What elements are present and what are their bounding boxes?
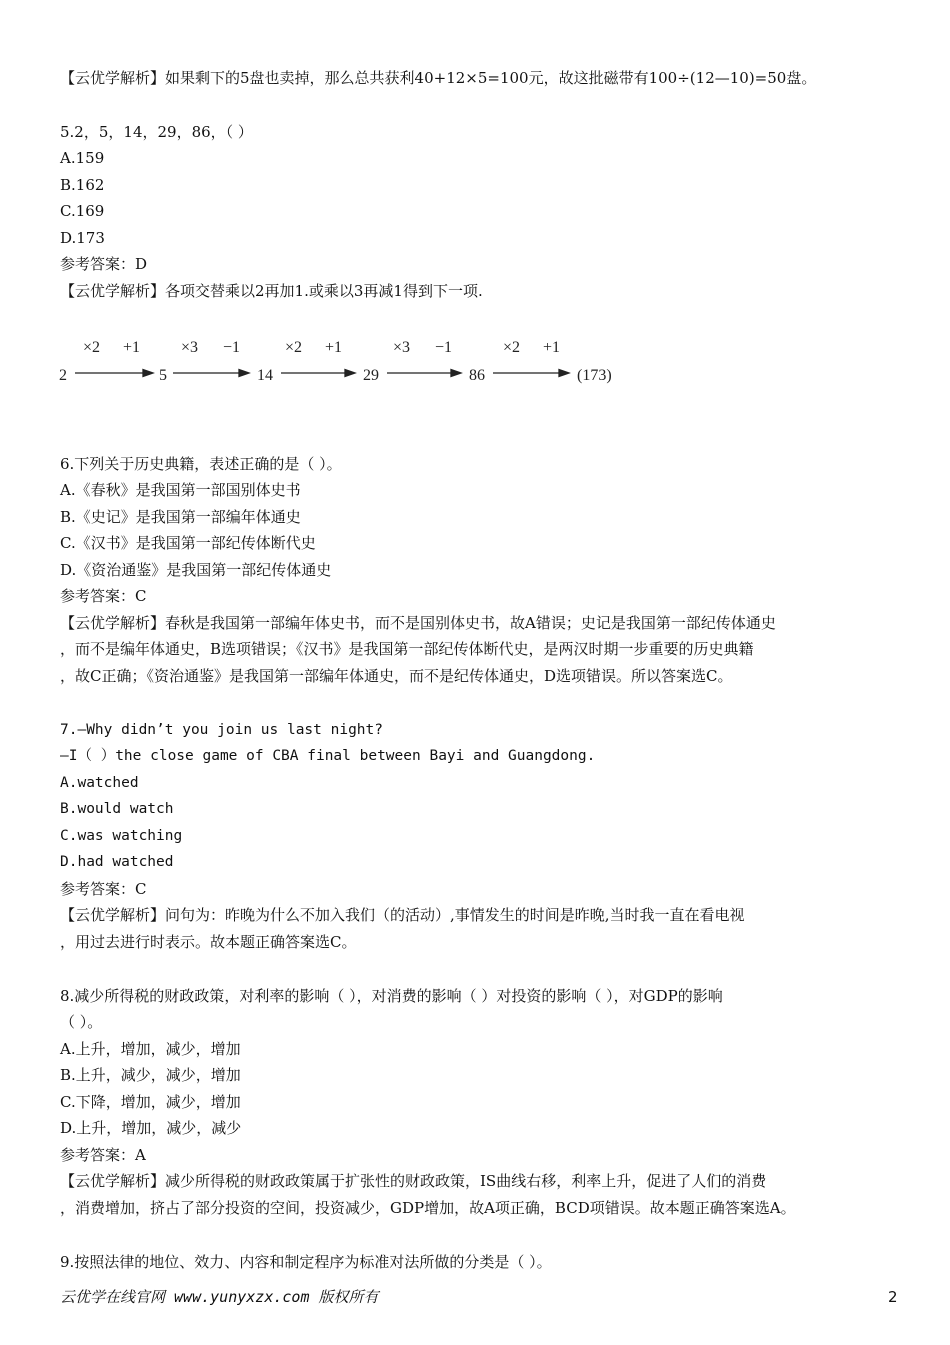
q8-option-b: B.上升，减少，减少，增加 — [60, 1066, 241, 1084]
diagram-op-add: −1 — [435, 339, 453, 356]
q7-option-a: A.watched — [60, 775, 139, 791]
q8-option-a: A.上升，增加，减少，增加 — [60, 1040, 241, 1058]
diagram-arrowhead — [345, 370, 355, 377]
diagram-node: 5 — [159, 367, 167, 384]
q6-option-c: C.《汉书》是我国第一部纪传体断代史 — [60, 534, 316, 552]
diagram-node: 29 — [363, 367, 379, 384]
diagram-arrowhead — [143, 370, 153, 377]
q7-stem-line-1: 7.—Why didn’t you join us last night? — [60, 722, 384, 738]
page-number: 2 — [888, 1288, 898, 1306]
q6-option-d: D.《资治通鉴》是我国第一部纪传体通史 — [60, 561, 332, 579]
sequence-diagram — [55, 332, 635, 392]
diagram-op-multiply: ×2 — [285, 339, 303, 356]
q7-answer: 参考答案：C — [60, 880, 147, 898]
footer-site-copyright: 云优学在线官网 www.yunyxzx.com 版权所有 — [60, 1288, 379, 1306]
q6-answer: 参考答案：C — [60, 587, 147, 605]
q8-option-c: C.下降，增加，减少，增加 — [60, 1093, 241, 1111]
q8-analysis-line-2: ，消费增加，挤占了部分投资的空间，投资减少，GDP增加，故A项正确，BCD项错误。故本题正确答案选A。 — [60, 1199, 796, 1217]
q5-option-d: D.173 — [60, 229, 105, 247]
q5-option-c: C.169 — [60, 202, 105, 220]
q6-analysis-line-3: ，故C正确；《资治通鉴》是我国第一部编年体通史，而不是纪传体通史，D选项错误。所以答案选C。 — [60, 667, 733, 685]
q7-analysis-line-1: 【云优学解析】问句为：昨晚为什么不加入我们（的活动）,事情发生的时间是昨晚,当时我一直在看电视 — [60, 906, 745, 924]
diagram-node: (173) — [577, 367, 612, 384]
q5-stem: 5.2，5，14，29，86，（ ） — [60, 123, 253, 141]
diagram-op-add: +1 — [325, 339, 343, 356]
diagram-op-multiply: ×3 — [393, 339, 411, 356]
q9-stem: 9.按照法律的地位、效力、内容和制定程序为标准对法所做的分类是（ ）。 — [60, 1253, 552, 1271]
q5-analysis: 【云优学解析】各项交替乘以2再加1.或乘以3再减1得到下一项. — [60, 282, 483, 300]
q7-stem-line-2: —I（ ）the close game of CBA final between Bayi and Guangdong. — [60, 748, 596, 764]
q6-option-b: B.《史记》是我国第一部编年体通史 — [60, 508, 301, 526]
diagram-node: 2 — [59, 367, 67, 384]
diagram-arrowhead — [239, 370, 249, 377]
diagram-op-multiply: ×2 — [83, 339, 101, 356]
diagram-op-multiply: ×3 — [181, 339, 199, 356]
q8-answer: 参考答案：A — [60, 1146, 146, 1164]
q8-analysis-line-1: 【云优学解析】减少所得税的财政政策属于扩张性的财政政策，IS曲线右移，利率上升，促进了人们的消费 — [60, 1172, 767, 1190]
diagram-node: 14 — [257, 367, 273, 384]
q6-stem: 6.下列关于历史典籍，表述正确的是（ ）。 — [60, 455, 342, 473]
q7-option-c: C.was watching — [60, 828, 183, 844]
diagram-arrowhead — [559, 370, 569, 377]
q8-option-d: D.上升，增加，减少，减少 — [60, 1119, 242, 1137]
q5-answer: 参考答案：D — [60, 255, 148, 273]
q5-option-a: A.159 — [60, 149, 105, 167]
q7-option-b: B.would watch — [60, 801, 174, 817]
q7-analysis-line-2: ，用过去进行时表示。故本题正确答案选C。 — [60, 933, 357, 951]
diagram-op-add: +1 — [543, 339, 561, 356]
diagram-node: 86 — [469, 367, 485, 384]
q6-analysis-line-1: 【云优学解析】春秋是我国第一部编年体史书，而不是国别体史书，故A错误；史记是我国第一部纪传体通史 — [60, 614, 776, 632]
q8-stem-line-2: （ ）。 — [60, 1013, 103, 1031]
q6-analysis-line-2: ，而不是编年体通史，B选项错误；《汉书》是我国第一部纪传体断代史，是两汉时期一步重要的历史典籍 — [60, 640, 754, 658]
diagram-op-add: +1 — [123, 339, 141, 356]
q6-option-a: A.《春秋》是我国第一部国别体史书 — [60, 481, 301, 499]
diagram-op-multiply: ×2 — [503, 339, 521, 356]
intro-analysis: 【云优学解析】如果剩下的5盘也卖掉，那么总共获利40+12×5=100元，故这批磁带有100÷(12—10)=50盘。 — [60, 69, 817, 87]
q8-stem-line-1: 8.减少所得税的财政政策，对利率的影响（ ），对消费的影响（ ）对投资的影响（ ），对GDP的影响 — [60, 987, 723, 1005]
diagram-op-add: −1 — [223, 339, 241, 356]
diagram-arrowhead — [451, 370, 461, 377]
q5-option-b: B.162 — [60, 176, 105, 194]
q7-option-d: D.had watched — [60, 854, 174, 870]
